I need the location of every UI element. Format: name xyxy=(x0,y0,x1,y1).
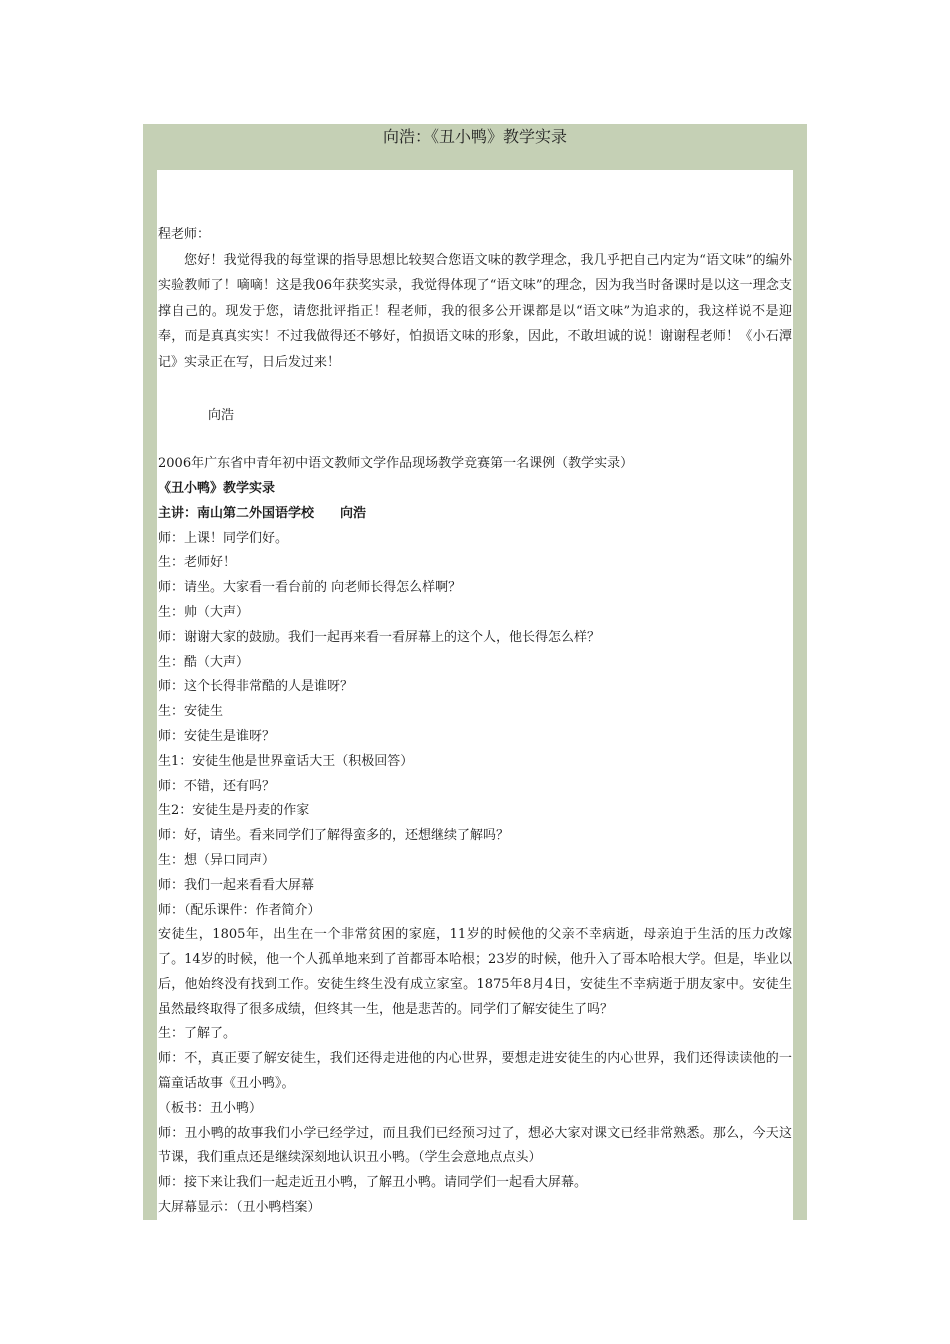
letter-salutation: 程老师： xyxy=(158,227,211,242)
spacer xyxy=(158,428,792,452)
screen-display-line: 大屏幕显示：（丑小鸭档案） xyxy=(158,1200,321,1216)
record-context: 2006年广东省中青年初中语文教师文学作品现场教学竞赛第一名课例（教学实录） xyxy=(158,456,634,472)
blackboard-note: （板书：丑小鸭） xyxy=(158,1100,263,1116)
dialogue-line: 生：老师好！ xyxy=(158,555,237,571)
dialogue-line: 师：（配乐课件：作者简介） xyxy=(158,902,321,918)
dialogue-line: 师：我们一起来看看大屏幕 xyxy=(158,877,315,893)
dialogue-line: 生：想（异口同声） xyxy=(158,852,276,868)
dialogue-line: 生1：安徒生他是世界童话大王（积极回答） xyxy=(158,753,414,769)
dialogue-line: 师：上课！同学们好。 xyxy=(158,530,289,546)
dialogue-line: 师：谢谢大家的鼓励。我们一起再来看一看屏幕上的这个人，他长得怎么样？ xyxy=(158,629,601,645)
dialogue-line: 师：不错，还有吗？ xyxy=(158,778,276,794)
dialogue-line: 师：这个长得非常酷的人是谁呀？ xyxy=(158,679,354,695)
dialogue-line: 师：丑小鸭的故事我们小学已经学过，而且我们已经预习过了，想必大家对课文已经非常熟悉。那么，今天这节课，我们重点还是继续深刻地认识丑小鸭。（学生会意地点点头） xyxy=(158,1125,792,1166)
letter-signature: 向浩 xyxy=(208,407,235,423)
presenter-line: 主讲：南山第二外国语学校 向浩 xyxy=(158,505,367,521)
dialogue-line: 师：接下来让我们一起走近丑小鸭，了解丑小鸭。请同学们一起看大屏幕。 xyxy=(158,1175,588,1191)
author-intro-paragraph: 安徒生，1805年，出生在一个非常贫困的家庭，11岁的时候他的父亲不幸病逝，母亲迫于生活的压力改嫁了。14岁的时候，他一个人孤单地来到了首都哥本哈根；23岁的时候，他升入了哥本哈根大学。但是，毕业以后，他始终没有找到工作。安徒生终生没有成立家室。1875年8月4日，安徒生不幸病逝于朋友家中。安徒生虽然最终取得了很多成绩，但终其一生，他是悲苦的。同学们了解安徒生了吗？ xyxy=(158,927,792,1017)
letter-body: 您好！我觉得我的每堂课的指导思想比较契合您语文味的教学理念，我几乎把自己内定为“语文味”的编外实验教师了！嘀嘀！这是我06年获奖实录，我觉得体现了“语文味”的理念，因为我当时备课时是以这一理念支撑自己的。现发于您，请您批评指正！程老师，我的很多公开课都是以“语文味”为追求的，我这样说不是迎奉，而是真真实实！不过我做得还不够好，怕损语文味的形象，因此，不敢坦诚的说！谢谢程老师！《小石潭记》实录正在写，日后发过来！ xyxy=(158,252,792,370)
lesson-title: 《丑小鸭》教学实录 xyxy=(158,480,276,496)
dialogue-line: 生2：安徒生是丹麦的作家 xyxy=(158,803,310,819)
dialogue-line: 师：安徒生是谁呀？ xyxy=(158,728,276,744)
dialogue-line: 生：了解了。 xyxy=(158,1026,237,1042)
dialogue-line: 生：帅（大声） xyxy=(158,604,250,620)
article-frame xyxy=(143,124,807,1220)
dialogue-line: 师：不，真正要了解安徒生，我们还得走进他的内心世界，要想走进安徒生的内心世界，我们还得读读他的一篇童话故事《丑小鸭》。 xyxy=(158,1051,792,1092)
document-title: 向浩：《丑小鸭》教学实录 xyxy=(382,127,567,146)
article-content xyxy=(158,222,792,1220)
dialogue-line: 生：酷（大声） xyxy=(158,654,250,670)
dialogue-line: 师：好，请坐。看来同学们了解得蛮多的，还想继续了解吗？ xyxy=(158,828,510,844)
article-body xyxy=(157,170,793,1220)
dialogue-line: 生：安徒生 xyxy=(158,704,224,720)
dialogue-line: 师：请坐。大家看一看台前的 向老师长得怎么样啊？ xyxy=(158,580,462,596)
